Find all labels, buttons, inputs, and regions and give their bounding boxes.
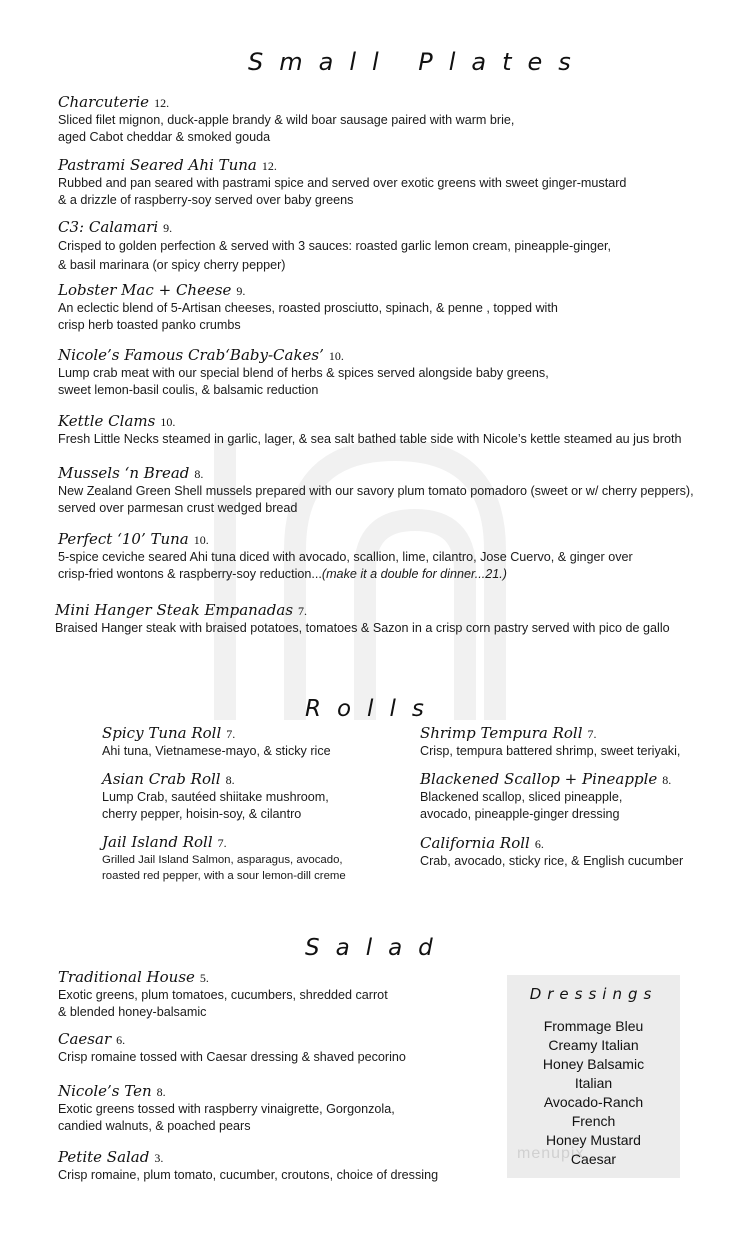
item-price: 12. [261, 159, 277, 173]
salad-item-nicoles-ten [58, 1082, 395, 1135]
item-price: 6. [534, 837, 544, 851]
item-name: Asian Crab Roll [102, 770, 221, 788]
item-name: California Roll [420, 834, 530, 852]
item-price: 7. [217, 836, 227, 850]
item-price: 8. [156, 1085, 166, 1099]
small-plates-title: Small Plates [248, 48, 587, 76]
item-description: Grilled Jail Island Salmon, asparagus, avocado, roasted red pepper, with a sour lemon-dill creme [102, 854, 346, 882]
menu-item-perfect-ten-tuna [58, 530, 633, 583]
menu-item-crab-cakes [58, 346, 549, 399]
item-price: 10. [160, 415, 176, 429]
item-price: 9. [236, 284, 246, 298]
item-name: Charcuterie [58, 93, 150, 111]
item-price: 8. [194, 467, 204, 481]
rolls-title: Rolls [305, 696, 440, 722]
menu-item-kettle-clams [58, 412, 681, 448]
item-name: Jail Island Roll [102, 833, 213, 851]
item-price: 7. [226, 727, 236, 741]
item-name: Pastrami Seared Ahi Tuna [58, 156, 257, 174]
dressing-item: French [571, 1113, 616, 1129]
item-description: Ahi tuna, Vietnamese-mayo, & sticky rice [102, 744, 331, 758]
item-name: Shrimp Tempura Roll [420, 724, 583, 742]
item-description: Crab, avocado, sticky rice, & English cucumber [420, 854, 684, 868]
item-description: Lump crab meat with our special blend of herbs & spices served alongside baby greens, sweet lemon-basil coulis, & balsamic reduction [58, 366, 549, 397]
item-price: 6. [116, 1033, 126, 1047]
item-description: Exotic greens, plum tomatoes, cucumbers, shredded carrot & blended honey-balsamic [58, 988, 388, 1019]
dressing-item: Creamy Italian [548, 1037, 639, 1053]
menu-item-charcuterie [58, 93, 514, 146]
dressings-box [507, 975, 680, 1178]
item-description: Blackened scallop, sliced pineapple, avocado, pineapple-ginger dressing [420, 790, 623, 821]
item-name: Caesar [58, 1030, 112, 1048]
roll-item-asian-crab [102, 770, 329, 823]
roll-item-shrimp-tempura [420, 724, 680, 760]
menu-item-pastrami-tuna [58, 156, 626, 209]
item-description: Rubbed and pan seared with pastrami spice and served over exotic greens with sweet ginger-mustard & a drizzle of raspberry-soy served over baby greens [58, 176, 627, 207]
item-description: 5-spice ceviche seared Ahi tuna diced with avocado, scallion, lime, cilantro, Jose Cuervo, & ginger over crisp-fried wontons & raspberry-soy reduction...(make it a double for dinner...21.) [58, 550, 633, 581]
roll-item-jail-island [102, 833, 346, 884]
item-price: 7. [298, 604, 308, 618]
menu-item-calamari [58, 218, 611, 275]
item-name: C3: Calamari [58, 218, 159, 236]
item-description: Crisp romaine, plum tomato, cucumber, croutons, choice of dressing [58, 1168, 439, 1182]
item-price: 3. [154, 1151, 164, 1165]
item-price: 12. [154, 96, 170, 110]
roll-item-california [420, 834, 683, 870]
item-name: Mussels ‘n Bread [58, 464, 190, 482]
item-description: Crisp romaine tossed with Caesar dressing & shaved pecorino [58, 1050, 406, 1064]
item-name: Nicole’s Ten [58, 1082, 152, 1100]
item-price: 8. [225, 773, 235, 787]
dressing-item: Honey Balsamic [542, 1056, 645, 1072]
item-name: Blackened Scallop + Pineapple [420, 770, 658, 788]
dressing-item: Caesar [570, 1151, 617, 1167]
item-name: Mini Hanger Steak Empanadas [55, 601, 294, 619]
item-description: Sliced filet mignon, duck-apple brandy & wild boar sausage paired with warm brie, aged Cabot cheddar & smoked gouda [58, 113, 515, 144]
menupix-watermark: menupix [517, 1145, 585, 1162]
item-description: Braised Hanger steak with braised potatoes, tomatoes & Sazon in a crisp corn pastry served with pico de gallo [55, 621, 670, 635]
item-price: 10. [328, 349, 344, 363]
salad-item-caesar [58, 1030, 406, 1066]
item-description: New Zealand Green Shell mussels prepared with our savory plum tomato pomadoro (sweet or w/ cherry peppers), served over parmesan crust wedged bread [58, 484, 694, 515]
item-description: Fresh Little Necks steamed in garlic, lager, & sea salt bathed table side with Nicole’s kettle steamed au jus broth [58, 432, 682, 446]
salad-item-traditional-house [58, 968, 388, 1021]
menu-item-mussels [58, 464, 694, 517]
item-price: 9. [163, 221, 173, 235]
dressing-item: Frommage Bleu [543, 1018, 644, 1034]
salad-title: Salad [305, 935, 449, 961]
dressing-item: Avocado-Ranch [543, 1094, 644, 1110]
dressing-item: Italian [574, 1075, 613, 1091]
item-description: Crisp, tempura battered shrimp, sweet teriyaki, [420, 744, 681, 758]
item-price: 8. [662, 773, 672, 787]
dressings-title: Dressings [529, 985, 658, 1003]
item-description: An eclectic blend of 5-Artisan cheeses, roasted prosciutto, spinach, & penne , topped with crisp herb toasted panko crumbs [58, 301, 558, 332]
item-description: Lump Crab, sautéed shiitake mushroom, cherry pepper, hoisin-soy, & cilantro [102, 790, 329, 821]
item-name: Kettle Clams [58, 412, 156, 430]
item-name: Lobster Mac + Cheese [58, 281, 232, 299]
roll-item-spicy-tuna [102, 724, 331, 760]
dressing-item: Honey Mustard [546, 1132, 641, 1148]
item-price: 10. [193, 533, 209, 547]
item-description: Crisped to golden perfection & served with 3 sauces: roasted garlic lemon cream, pineapple-ginger, & basil marinara (or spicy cherry pepper) [58, 239, 612, 272]
menu-item-empanadas [55, 601, 670, 637]
item-name: Spicy Tuna Roll [102, 724, 222, 742]
item-price: 5. [199, 971, 209, 985]
menu-item-lobster-mac [58, 281, 558, 334]
salad-item-petite [58, 1148, 438, 1184]
roll-item-blackened-scallop [420, 770, 671, 823]
item-name: Nicole’s Famous Crab‘Baby-Cakes’ [58, 346, 324, 364]
item-name: Petite Salad [58, 1148, 150, 1166]
item-price: 7. [587, 727, 597, 741]
item-name: Traditional House [58, 968, 195, 986]
item-name: Perfect ‘10’ Tuna [58, 530, 189, 548]
item-description: Exotic greens tossed with raspberry vinaigrette, Gorgonzola, candied walnuts, & poached pears [58, 1102, 395, 1133]
